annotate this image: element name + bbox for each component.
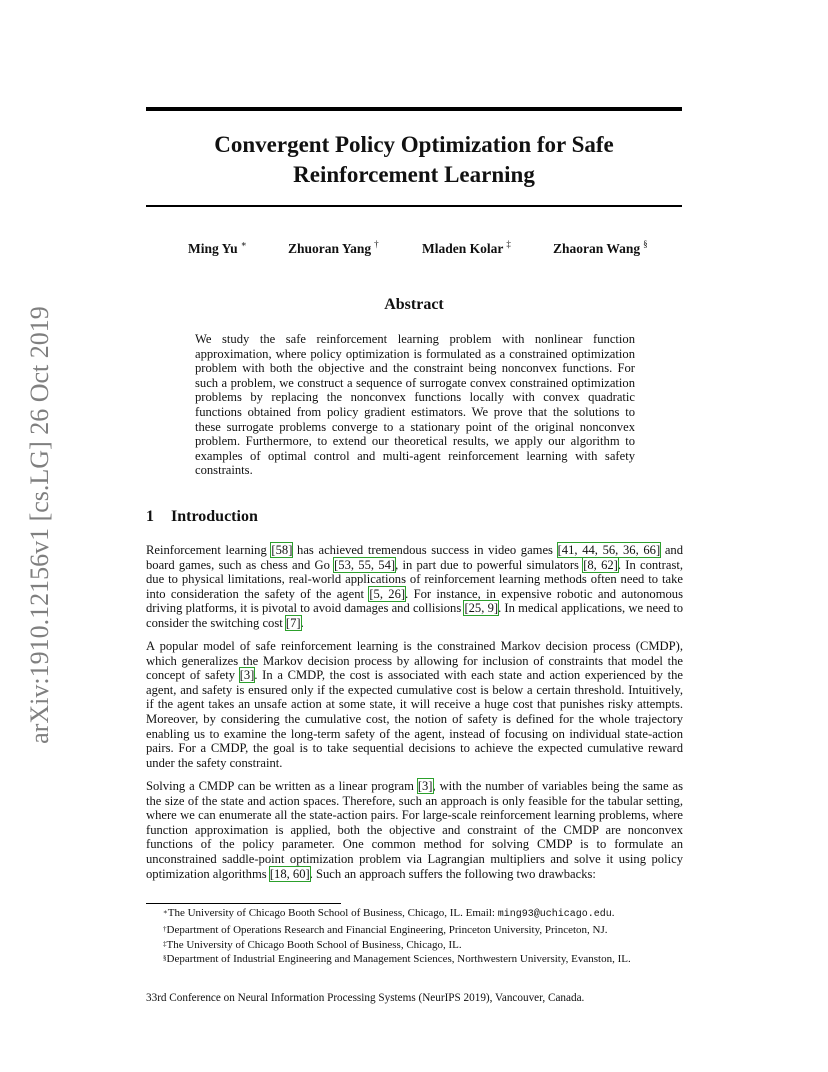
author-2: Zhuoran Yang †	[288, 239, 379, 256]
citation-link[interactable]: [5, 26]	[369, 586, 406, 601]
citation-link[interactable]: [3]	[239, 668, 255, 683]
title-line-2: Reinforcement Learning	[293, 162, 535, 187]
email-address[interactable]: ming93@uchicago.edu	[497, 909, 612, 920]
arxiv-identifier-stamp[interactable]: arXiv:1910.12156v1 [cs.LG] 26 Oct 2019	[25, 306, 54, 744]
title-rule-bottom	[146, 205, 682, 207]
citation-link[interactable]: [53, 55, 54]	[334, 557, 396, 572]
citation-link[interactable]: [8, 62]	[583, 557, 618, 572]
footnote-2: †Department of Operations Research and Financial Engineering, Princeton University, Princeton, NJ.	[163, 923, 608, 936]
title-rule-top	[146, 107, 682, 111]
section-heading-introduction	[146, 508, 258, 526]
citation-link[interactable]: [58]	[271, 543, 293, 557]
intro-paragraph-1: Reinforcement learning [58] has achieved tremendous success in video games [41, 44, 56, 36, 66] and board games, such as chess and Go [53, 55, 54], in part due to powerful simulators [8, 62]. In contrast, due to physical limitations, real-world applications of reinforcement learning methods often need to take into consideration the safety of the agent [5, 26]. For instance, in expensive robotic and autonomous driving platforms, it is pivotal to avoid damages and collisions [25, 9]. In medical applications, we need to consider the switching cost [7].	[146, 543, 684, 630]
footnotes	[163, 906, 683, 967]
intro-paragraph-3: Solving a CMDP can be written as a linear program [3], with the number of variables being the same as the size of the state and action spaces. Therefore, such an approach is only feasible for the tabular setting, where we can enumerate all the state-action pairs. For large-scale reinforcement learning problems, where function approximation is applied, both the objective and constraint of the CMDP are nonconvex functions of the policy parameter. One common method for solving CMDP is to formulate an unconstrained saddle-point optimization problem via Lagrangian multipliers and solve it using policy optimization algorithms [18, 60]. Such an approach suffers the following two drawbacks:	[146, 779, 683, 881]
section-title: Introduction	[171, 508, 258, 525]
author-list	[0, 241, 828, 261]
intro-paragraph-2: A popular model of safe reinforcement learning is the constrained Markov decision process (CMDP), which generalizes the Markov decision process by allowing for inclusion of constraints that model the concept of safety [3]. In a CMDP, the cost is associated with each state and action experienced by the agent, and safety is ensured only if the expected cumulative cost is below a certain threshold. Intuitively, if the agent takes an unsafe action at some state, it will receive a huge cost that punishes risky attempts. Moreover, by considering the cumulative cost, the notion of safety is defined for the whole trajectory enabling us to examine the long-term safety of the agent, instead of focusing on individual state-action pairs. For a CMDP, the goal is to take sequential decisions to achieve the expected cumulative reward under the safety constraint.	[146, 639, 683, 770]
citation-link[interactable]: [41, 44, 56, 36, 66]	[557, 543, 661, 557]
section-number: 1	[146, 508, 154, 525]
footnote-separator	[146, 903, 341, 904]
author-4: Zhaoran Wang §	[553, 239, 648, 256]
footnote-4: §Department of Industrial Engineering and Management Sciences, Northwestern University, Evanston, IL.	[163, 953, 631, 966]
citation-link[interactable]: [7]	[285, 615, 301, 630]
footnote-1: ∗The University of Chicago Booth School of Business, Chicago, IL. Email: ming93@uchicago.edu.	[163, 907, 615, 920]
conference-footer: 33rd Conference on Neural Information Processing Systems (NeurIPS 2019), Vancouver, Canada.	[146, 992, 585, 1004]
abstract-text: We study the safe reinforcement learning problem with nonlinear function approximation, where policy optimization is formulated as a constrained optimization problem with both the objective and the constraint being nonconvex functions. For such a problem, we construct a sequence of surrogate convex constrained optimization problems by replacing the nonconvex functions locally with convex quadratic functions obtained from policy gradient estimators. We prove that the solutions to these surrogate problems converge to a stationary point of the original nonconvex problem. Furthermore, to extend our theoretical results, we apply our algorithm to examples of optimal control and multi-agent reinforcement learning with safety constraints.	[195, 332, 635, 478]
footnote-3: ‡The University of Chicago Booth School of Business, Chicago, IL.	[163, 938, 462, 951]
citation-link[interactable]: [18, 60]	[269, 866, 310, 881]
abstract-heading: Abstract	[384, 296, 444, 313]
author-1: Ming Yu ∗	[188, 239, 247, 256]
citation-link[interactable]: [25, 9]	[464, 601, 499, 616]
author-3: Mladen Kolar ‡	[422, 239, 511, 256]
citation-link[interactable]: [3]	[417, 779, 433, 793]
title-line-1: Convergent Policy Optimization for Safe	[214, 132, 614, 157]
paper-title	[146, 130, 682, 190]
